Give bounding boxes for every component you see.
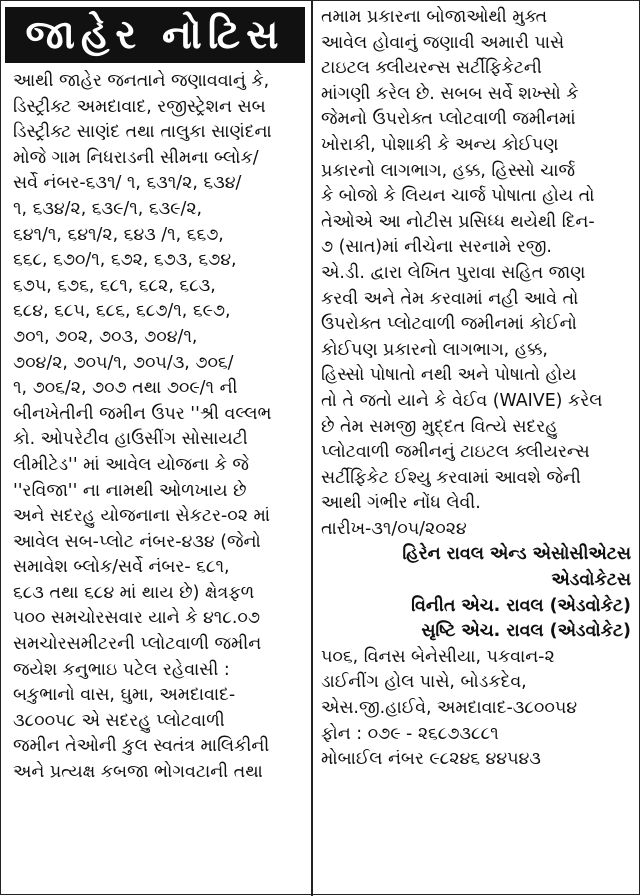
body-line: સર્ટીફિકેટ ઈશ્યુ કરવામાં આવશે જેની [321,467,581,488]
body-line: લીમીટેડ'' માં આવેલ યોજના કે જે [13,454,249,475]
body-line: આવેલ હોવાનું જણાવી અમારી પાસે [321,32,565,53]
body-line: સમચોરસમીટરની પ્લોટવાળી જમીન [13,634,262,655]
body-line: આથી જાહેર જનતાને જણાવવાનું કે, [13,71,270,91]
column-divider [311,1,313,896]
body-line: એ.ડી. દ્વારા લેખિત પુરાવા સહિત જાણ [321,262,586,283]
notice-body-right [321,5,631,773]
body-line: તેઓએ આ નોટીસ પ્રસિધ્ધ થયેથી દિન- [321,211,595,232]
body-line: ૬૬૮, ૬૭૦/૧, ૬૭૨, ૬૭૩, ૬૭૪, [13,250,237,271]
body-line: કો. ઓપરેટીવ હાઉસીંગ સોસાયટી [13,429,248,450]
notice-body-left [13,69,305,786]
body-line: અને સદરહુ યોજનાના સેકટર-૦૨ માં [13,506,271,527]
body-line: ટાઇટલ ક્લીયરન્સ સર્ટીફિકેટની [321,58,542,79]
body-line: ૬૪૧/૧, ૬૪૧/૨, ૬૪૩ /૧, ૬૬૭, [13,224,224,245]
body-line: ૬૭૫, ૬૭૬, ૬૮૧, ૬૮૨, ૬૮૩, [13,275,216,296]
body-line: કે બોજો કે લિયન ચાર્જ પોષાતા હોય તો [321,186,595,207]
address-line: ૫૦૬, વિનસ બેનેસીયા, પકવાન-૨ [321,646,555,667]
advocate-signature: સૃષ્ટિ એચ. રાવલ (એડવોકેટ) [421,621,631,642]
body-line: મોજે ગામ નિધરાડની સીમના બ્લોક/ [13,147,259,168]
body-line: બકુભાનો વાસ, ઘુમા, અમદાવાદ- [13,685,236,706]
notice-date: તારીખ-૩૧/૦૫/૨૦૨૪ [321,518,467,539]
address-line: ડાઈનીંગ હોલ પાસે, બોડકદેવ, [321,672,527,693]
body-line: જયેશ કનુભાઇ પટેલ રહેવાસી : [13,659,230,680]
body-line: ૩૮૦૦૫૮ એ સદરહુ પ્લોટવાળી [13,710,225,731]
law-firm-role: એડવોકેટસ [551,570,631,591]
body-line: આવેલ સબ-પ્લોટ નંબર-૪૩૪ (જેનો [13,531,261,552]
body-line: ૬૮૩ તથા ૬૮૪ માં થાય છે) ક્ષેત્રફળ [13,582,255,603]
body-line: અને પ્રત્યક્ષ કબજા ભોગવટાની તથા [13,762,263,783]
body-line: આથી ગંભીર નોંધ લેવી. [321,493,481,514]
body-line: ૧, ૭૦૬/૨, ૭૦૭ તથા ૭૦૯/૧ ની [13,378,238,399]
body-line: ૭૦૧, ૭૦૨, ૭૦૩, ૭૦૪/૧, [13,326,198,347]
body-line: જેમનો ઉપરોક્ત પ્લોટવાળી જમીનમાં [321,109,576,130]
body-line: ૧, ૬૩૪/૨, ૬૩૯/૧, ૬૩૯/૨, [13,198,203,219]
body-line: તો તે જતો યાને કે વેઈવ (WAIVE) કરેલ [321,390,603,411]
body-line: હિસ્સો પોષાતો નથી અને પોષાતો હોય [321,365,577,386]
body-line: જમીન તેઓની કુલ સ્વતંત્ર માલિકીની [13,736,270,757]
body-line: કરવી અને તેમ કરવામાં નહી આવે તો [321,288,579,309]
body-line: તમામ પ્રકારના બોજાઓથી મુક્ત [321,7,547,27]
body-line: માંગણી કરેલ છે. સબબ સર્વે શખ્સો કે [321,83,579,104]
mobile-number: મોબાઈલ નંબર ૯૮૨૪૬ ૪૪૫૪૩ [321,749,541,770]
body-line: બીનખેતીની જમીન ઉપર ''શ્રી વલ્લભ [13,403,272,424]
advocate-signature: વિનીત એચ. રાવલ (એડવોકેટ) [411,595,631,616]
body-line: પ્રકારનો લાગભાગ, હક્ક, હિસ્સો ચાર્જ [321,160,575,181]
body-line: સમાવેશ બ્લોક/સર્વે નંબર- ૬૮૧, [13,557,230,578]
body-line: ૭૦૪/૨, ૭૦૫/૧, ૭૦૫/૩, ૭૦૬/ [13,352,234,373]
phone-number: ફોન : ૦૭૯ - ૨૬૮૭૩૮૮૧ [321,723,499,744]
body-line: છે તેમ સમજી મુદ્દત વિત્યે સદરહુ [321,416,558,437]
body-line: ૫૦૦ સમચોરસવાર યાને કે ૪૧૮.૦૭ [13,608,260,629]
body-line: ૭ (સાત)માં નીચેના સરનામે રજી. [321,237,552,258]
notice-title: જાહેર નોટિસ [5,7,305,63]
body-line: સર્વે નંબર-૬૩૧/ ૧, ૬૩૧/૨, ૬૩૪/ [13,173,242,194]
body-line: ખોરાકી, પોશાકી કે અન્ય કોઈપણ [321,134,559,155]
body-line: પ્લોટવાળી જમીનનું ટાઇટલ ક્લીયરન્સ [321,442,590,463]
body-line: ''રવિજા'' ના નામથી ઓળખાય છે [13,480,247,501]
body-line: ૬૮૪, ૬૮૫, ૬૮૬, ૬૮૭/૧, ૬૯૭, [13,301,231,322]
law-firm-name: હિરેન રાવલ એન્ડ એસોસીએટસ [402,544,631,565]
body-line: કોઈપણ પ્રકારનો લાગભાગ, હક્ક, [321,339,548,360]
body-line: ડિસ્ટ્રીક્ટ અમદાવાદ, રજીસ્ટ્રેશન સબ [13,96,266,117]
body-line: ડિસ્ટ્રીક્ટ સાણંદ તથા તાલુકા સાણંદના [13,122,272,143]
address-line: એસ.જી.હાઈવે, અમદાવાદ-૩૮૦૦૫૪ [321,698,578,719]
body-line: ઉપરોક્ત પ્લોટવાળી જમીનમાં કોઈનો [321,314,577,335]
